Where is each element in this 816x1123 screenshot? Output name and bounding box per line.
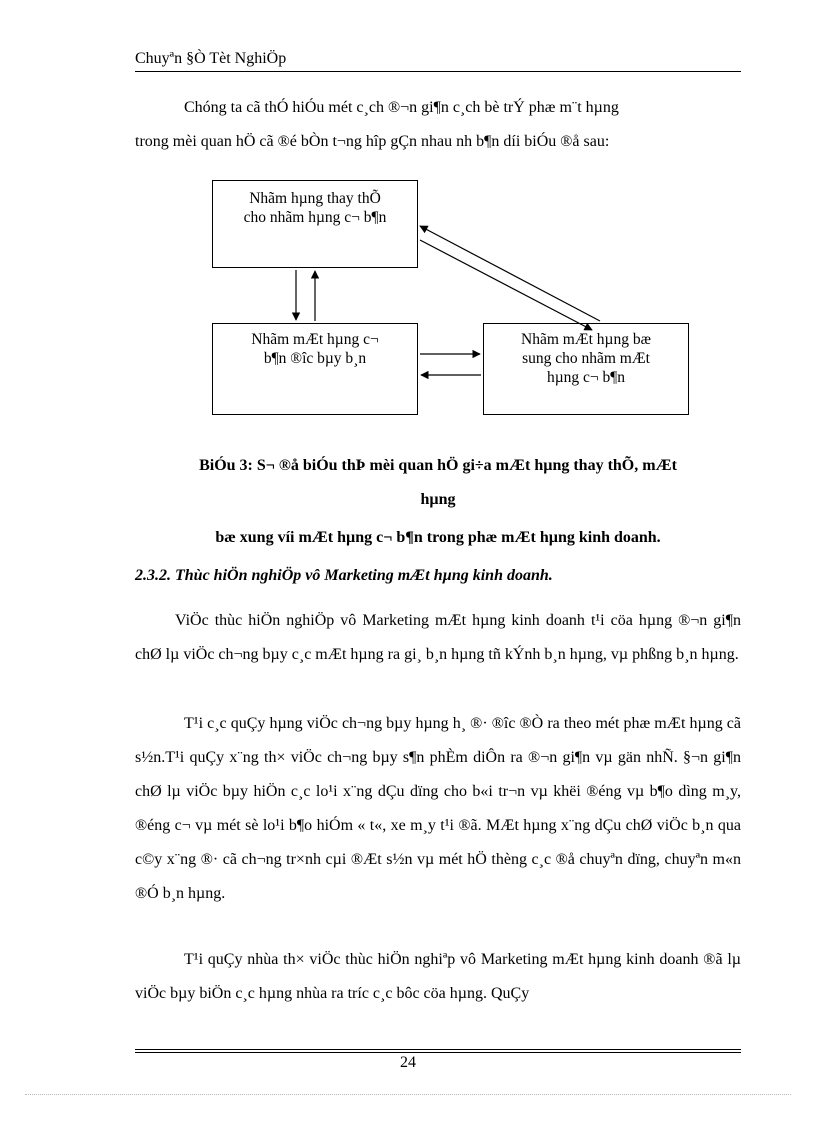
intro-line-2: trong mèi quan hÖ cã ®é bÒn t¬ng hîp gÇn nhau nh b¶n díi biÓu ®å sau: <box>135 133 610 150</box>
substitute-goods-line1: Nhãm hµng thay thÕ <box>249 190 381 207</box>
footer-rule-thin <box>135 1052 741 1053</box>
substitute-goods-line2: cho nhãm hµng c¬ b¶n <box>243 209 387 226</box>
complementary-goods-line3: hµng c¬ b¶n <box>546 369 626 386</box>
body-paragraph-1: ViÖc thùc hiÖn nghiÖp vô Marketing mÆt hµng kinh doanh t¹i cöa hµng ®¬n gi¶n chØ lµ viÖc ch¬ng bµy c¸c mÆt hµng ra gi¸ b¸n hµng tñ kÝnh b¸n hµng, vµ phßng b¸n hµng. <box>135 612 741 663</box>
intro-line-1: Chóng ta cã thÓ hiÓu mét c¸ch ®¬n gi¶n c¸ch bè trÝ phæ m¨t hµng <box>184 99 619 116</box>
core-goods-line2: b¶n ®îc bµy b¸n <box>263 350 367 367</box>
section-heading: 2.3.2. Thùc hiÖn nghiÖp vô Marketing mÆt hµng kinh doanh. <box>135 567 553 584</box>
body-paragraph-3: T¹i quÇy nhùa th× viÖc thùc hiÖn nghiªp vô Marketing mÆt hµng kinh doanh ®ã lµ viÖc bµy biÖn c¸c hµng nhùa ra tríc c¸c bôc cöa hµng. QuÇy <box>135 951 741 1002</box>
page-number: 24 <box>400 1054 416 1071</box>
arrow-top-to-complementary <box>420 240 592 330</box>
arrow-complementary-to-top <box>420 226 600 321</box>
page-edge <box>25 1094 791 1095</box>
complementary-goods-line1: Nhãm mÆt hµng bæ <box>521 331 651 348</box>
body-paragraph-2: T¹i c¸c quÇy hµng viÖc ch¬ng bµy hµng h¸ ®· ®îc ®Ò ra theo mét phæ mÆt hµng cã s½n.T¹i quÇy x¨ng th× viÖc ch¬ng bµy s¶n phÈm diÔn ra ®¬n gi¶n vµ gän nhÑ. §¬n gi¶n chØ lµ viÖc bµy hiÖn c¸c lo¹i x¨ng dÇu dïng cho b«i tr¬n vµ khëi ®éng vµ b¶o dìng m¸y, ®éng c¬ vµ mét sè lo¹i b¶o hiÓm « t«, xe m¸y t¹i ®ã. MÆt hµng x¨ng dÇu chØ viÖc b¸n qua c©y x¨ng ®· cã ch¬ng tr×nh cµi ®Æt s½n vµ mét hÖ thèng c¸c ®å chuyªn dïng, chuyªn m«n ®Ó b¸n hµng. <box>135 715 741 902</box>
core-goods-line1: Nhãm mÆt hµng c¬ <box>251 331 379 348</box>
running-header: Chuyªn §Ò Tèt NghiÖp <box>135 50 287 67</box>
figure-caption-line3: bæ xung víi mÆt hµng c¬ b¶n trong phæ mÆt hµng kinh doanh. <box>215 529 661 546</box>
figure-caption-line2: hµng <box>420 491 456 508</box>
footer-rule <box>135 1049 741 1050</box>
figure-caption-line1: BiÓu 3: S¬ ®å biÓu thÞ mèi quan hÖ gi÷a mÆt hµng thay thÕ, mÆt <box>199 457 677 474</box>
complementary-goods-line2: sung cho nhãm mÆt <box>522 350 650 367</box>
